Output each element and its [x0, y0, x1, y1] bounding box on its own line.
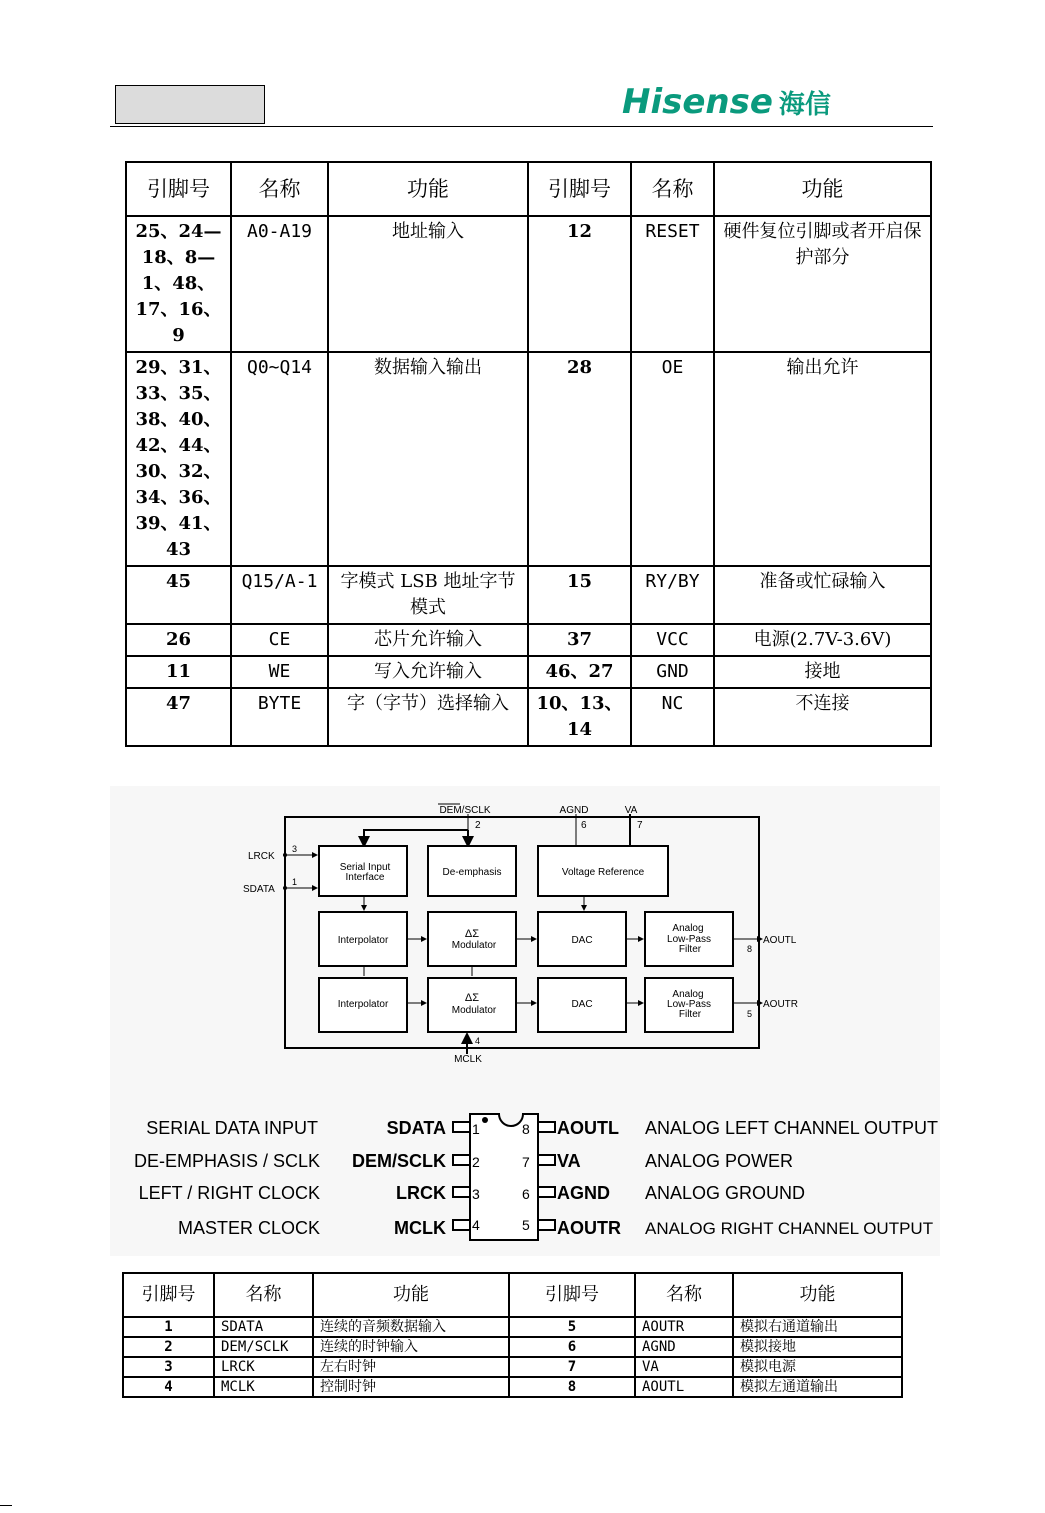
pin-cell: 26 — [126, 624, 231, 656]
pin-cell: 46、27 — [528, 656, 631, 688]
function-cell: 硬件复位引脚或者开启保护部分 — [714, 216, 931, 352]
table-row — [123, 1357, 902, 1377]
logo-text-cn: 海信 — [778, 89, 831, 120]
name-cell: RESET — [631, 216, 714, 352]
table-header-row — [126, 162, 931, 216]
pin-cell: 10、13、14 — [528, 688, 631, 746]
pin-cell: 25、24—18、8—1、48、17、16、9 — [126, 216, 231, 352]
function-cell: 输出允许 — [714, 352, 931, 566]
modulator-label: Modulator — [451, 940, 497, 951]
header-name: 名称 — [635, 1273, 733, 1317]
table-header-row — [123, 1273, 902, 1317]
table-row — [126, 352, 931, 566]
serial-label-2: Interface — [345, 872, 385, 883]
pin-cell: 7 — [509, 1357, 635, 1377]
header-pin: 引脚号 — [126, 162, 231, 216]
pin-number: 1 — [472, 1121, 480, 1137]
aoutl-label: AOUTL — [763, 935, 797, 946]
pin-name: MCLK — [394, 1218, 446, 1238]
agnd-label: AGND — [559, 805, 589, 816]
voltage-ref-label: Voltage Reference — [561, 867, 645, 878]
dac-label: DAC — [571, 999, 593, 1010]
name-cell: VA — [635, 1357, 733, 1377]
pinout-left-row — [139, 1183, 480, 1203]
header-pin: 引脚号 — [509, 1273, 635, 1317]
header-function: 功能 — [313, 1273, 509, 1317]
flash-pin-table — [125, 161, 932, 747]
function-cell: 连续的时钟输入 — [313, 1337, 509, 1357]
pin-cell: 47 — [126, 688, 231, 746]
function-cell: 字（字节）选择输入 — [328, 688, 528, 746]
pin1-dot — [482, 1117, 488, 1123]
pin-cell: 3 — [123, 1357, 214, 1377]
function-cell: 字模式 LSB 地址字节模式 — [328, 566, 528, 624]
name-cell: Q15/A-1 — [231, 566, 328, 624]
name-cell: GND — [631, 656, 714, 688]
pin-number: 7 — [522, 1154, 530, 1170]
pin-description: ANALOG RIGHT CHANNEL OUTPUT — [645, 1219, 934, 1238]
pin-cell: 11 — [126, 656, 231, 688]
interpolator-label: Interpolator — [337, 935, 389, 946]
pin-cell: 2 — [123, 1337, 214, 1357]
header-function: 功能 — [328, 162, 528, 216]
name-cell: OE — [631, 352, 714, 566]
dac-block-diagram — [110, 786, 940, 1086]
dem-sclk-label: DEM/SCLK — [439, 805, 491, 816]
function-cell: 芯片允许输入 — [328, 624, 528, 656]
name-cell: CE — [231, 624, 328, 656]
modulator-symbol: ΔΣ — [464, 928, 480, 940]
interpolator-label: Interpolator — [337, 999, 389, 1010]
name-cell: MCLK — [214, 1377, 313, 1397]
pin-name: VA — [557, 1151, 581, 1171]
dac-label: DAC — [571, 935, 593, 946]
name-cell: NC — [631, 688, 714, 746]
header-function: 功能 — [733, 1273, 902, 1317]
aoutr-pin-num: 5 — [747, 1009, 753, 1019]
table-row — [126, 656, 931, 688]
sdata-pin-num: 1 — [292, 877, 298, 887]
filter-label-3: Filter — [678, 1009, 702, 1020]
pin-description: DE-EMPHASIS / SCLK — [133, 1151, 320, 1171]
table-row — [123, 1377, 902, 1397]
sdata-label: SDATA — [243, 884, 275, 895]
function-cell: 模拟电源 — [733, 1357, 902, 1377]
filter-label-1: Analog — [672, 989, 704, 1000]
pinout-left-row — [134, 1151, 480, 1171]
pin-name: DEM/SCLK — [352, 1151, 446, 1171]
header-pin: 引脚号 — [123, 1273, 214, 1317]
header-function: 功能 — [714, 162, 931, 216]
agnd-pin-num: 6 — [581, 820, 587, 831]
function-cell: 地址输入 — [328, 216, 528, 352]
pin-cell: 8 — [509, 1377, 635, 1397]
pin-cell: 6 — [509, 1337, 635, 1357]
pin-cell: 12 — [528, 216, 631, 352]
dac-pin-table — [122, 1272, 903, 1398]
pinout-left-row — [146, 1118, 480, 1138]
table-row — [126, 216, 931, 352]
pin-number: 2 — [472, 1154, 480, 1170]
pin-name: AGND — [557, 1183, 610, 1203]
ic-pinout — [110, 1086, 940, 1256]
pinout-right-row — [522, 1118, 938, 1138]
pin-name: AOUTR — [557, 1218, 621, 1238]
function-cell: 左右时钟 — [313, 1357, 509, 1377]
pin-cell: 45 — [126, 566, 231, 624]
page-corner-mark — [0, 1505, 12, 1506]
pinout-right-row — [522, 1183, 805, 1203]
name-cell: AGND — [635, 1337, 733, 1357]
pin-cell: 37 — [528, 624, 631, 656]
function-cell: 写入允许输入 — [328, 656, 528, 688]
pin-name: SDATA — [386, 1118, 446, 1138]
hisense-logo — [622, 84, 831, 120]
serial-label-1: Serial Input — [339, 862, 391, 873]
pin-description: ANALOG LEFT CHANNEL OUTPUT — [645, 1118, 939, 1138]
header-pin: 引脚号 — [528, 162, 631, 216]
function-cell: 模拟接地 — [733, 1337, 902, 1357]
aoutl-pin-num: 8 — [747, 944, 753, 954]
function-cell: 不连接 — [714, 688, 931, 746]
pin-number: 8 — [522, 1121, 530, 1137]
deemphasis-label: De-emphasis — [442, 867, 502, 878]
function-cell: 接地 — [714, 656, 931, 688]
pin-number: 4 — [472, 1217, 480, 1233]
lrck-label: LRCK — [248, 851, 275, 862]
aoutr-label: AOUTR — [763, 999, 798, 1010]
pin-description: ANALOG POWER — [645, 1151, 794, 1171]
filter-label-1: Analog — [672, 923, 704, 934]
table-row — [123, 1317, 902, 1337]
table-row — [126, 688, 931, 746]
pin-number: 5 — [522, 1217, 530, 1233]
pin-cell: 4 — [123, 1377, 214, 1397]
function-cell: 模拟右通道输出 — [733, 1317, 902, 1337]
function-cell: 控制时钟 — [313, 1377, 509, 1397]
pin-cell: 29、31、33、35、38、40、42、44、30、32、34、36、39、41、43 — [126, 352, 231, 566]
name-cell: SDATA — [214, 1317, 313, 1337]
header-name: 名称 — [214, 1273, 313, 1317]
logo-text-en: Hisense — [622, 82, 773, 122]
pin-description: LEFT / RIGHT CLOCK — [138, 1183, 320, 1203]
header-label-box — [115, 85, 265, 124]
mclk-pin-num: 4 — [475, 1036, 481, 1046]
name-cell: AOUTL — [635, 1377, 733, 1397]
va-label: VA — [624, 805, 638, 816]
pin-cell: 28 — [528, 352, 631, 566]
pin-description: MASTER CLOCK — [177, 1218, 320, 1238]
filter-label-3: Filter — [678, 944, 702, 955]
va-pin-num: 7 — [637, 820, 643, 831]
name-cell: RY/BY — [631, 566, 714, 624]
pin-number: 6 — [522, 1186, 530, 1202]
pin-number: 3 — [472, 1186, 480, 1202]
header-divider — [110, 126, 933, 127]
mclk-label: MCLK — [454, 1054, 482, 1065]
function-cell: 电源(2.7V-3.6V) — [714, 624, 931, 656]
filter-label-2: Low-Pass — [667, 999, 711, 1010]
pin-cell: 5 — [509, 1317, 635, 1337]
table-row — [126, 566, 931, 624]
header-name: 名称 — [231, 162, 328, 216]
pin-cell: 15 — [528, 566, 631, 624]
pin-description: ANALOG GROUND — [645, 1183, 806, 1203]
pinout-right-row — [522, 1151, 793, 1171]
pinout-left-row — [178, 1217, 480, 1238]
pin-description: SERIAL DATA INPUT — [146, 1118, 318, 1138]
name-cell: DEM/SCLK — [214, 1337, 313, 1357]
pin-name: AOUTL — [557, 1118, 619, 1138]
table-row — [126, 624, 931, 656]
pin-name: LRCK — [396, 1183, 446, 1203]
modulator-label: Modulator — [451, 1005, 497, 1016]
table-row — [123, 1337, 902, 1357]
dem-pin-num: 2 — [475, 820, 481, 831]
name-cell: VCC — [631, 624, 714, 656]
function-cell: 模拟左通道输出 — [733, 1377, 902, 1397]
function-cell: 数据输入输出 — [328, 352, 528, 566]
modulator-symbol: ΔΣ — [464, 992, 480, 1004]
lrck-pin-num: 3 — [292, 844, 298, 854]
header-name: 名称 — [631, 162, 714, 216]
name-cell: AOUTR — [635, 1317, 733, 1337]
function-cell: 连续的音频数据输入 — [313, 1317, 509, 1337]
function-cell: 准备或忙碌输入 — [714, 566, 931, 624]
pinout-right-row — [522, 1217, 933, 1238]
name-cell: LRCK — [214, 1357, 313, 1377]
pin-cell: 1 — [123, 1317, 214, 1337]
name-cell: WE — [231, 656, 328, 688]
name-cell: Q0~Q14 — [231, 352, 328, 566]
name-cell: A0-A19 — [231, 216, 328, 352]
filter-label-2: Low-Pass — [667, 934, 711, 945]
name-cell: BYTE — [231, 688, 328, 746]
